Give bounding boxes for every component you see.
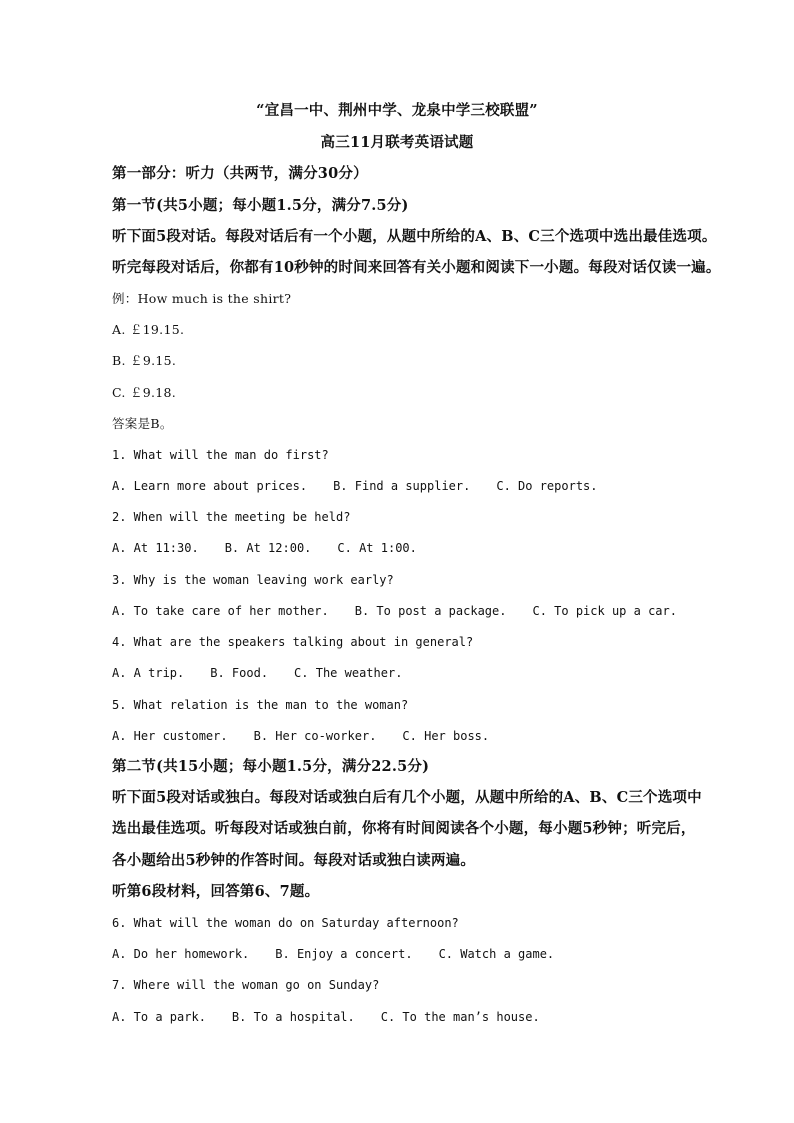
- section2-instruction-line-2: 选出最佳选项。听每段对话或独白前，你将有时间阅读各个小题，每小题5秒钟；听完后，: [112, 820, 696, 837]
- example-option-a: A. ￡19.15.: [112, 322, 185, 337]
- section1-heading: 第一节(共5小题；每小题1.5分，满分7.5分): [112, 197, 409, 214]
- question-1-options: [112, 476, 598, 496]
- section1-instruction-line-2: 听完每段对话后，你都有10秒钟的时间来回答有关小题和阅读下一小题。每段对话仅读一遍。: [112, 259, 721, 276]
- option-c: C. Watch a game.: [438, 947, 555, 961]
- section2-instruction-line-3: 各小题给出5秒钟的作答时间。每段对话或独白读两遍。: [112, 852, 476, 869]
- material-6-heading: 听第6段材料，回答第6、7题。: [112, 883, 320, 900]
- option-a: A. To take care of her mother.: [112, 604, 329, 618]
- option-b: B. Her co-worker.: [253, 729, 377, 743]
- option-a: A. Learn more about prices.: [112, 479, 308, 493]
- question-2: 2. When will the meeting be held?: [112, 510, 351, 524]
- option-c: C. To the man’s house.: [380, 1010, 540, 1024]
- option-b: B. At 12:00.: [224, 541, 312, 555]
- question-3: 3. Why is the woman leaving work early?: [112, 573, 394, 587]
- question-6-options: [112, 944, 554, 964]
- example-question: 例：How much is the shirt?: [112, 291, 292, 306]
- question-4: 4. What are the speakers talking about in general?: [112, 635, 474, 649]
- option-c: C. To pick up a car.: [532, 604, 677, 618]
- option-b: B. Food.: [210, 666, 269, 680]
- question-7-options: [112, 1007, 540, 1027]
- question-2-options: [112, 538, 417, 558]
- option-a: A. At 11:30.: [112, 541, 199, 555]
- option-b: B. To a hospital.: [231, 1010, 355, 1024]
- section2-heading: 第二节(共15小题；每小题1.5分，满分22.5分): [112, 758, 430, 775]
- question-4-options: [112, 663, 402, 683]
- section1-instruction-line-1: 听下面5段对话。每段对话后有一个小题，从题中所给的A、B、C三个选项中选出最佳选项。: [112, 228, 717, 245]
- example-answer: 答案是B。: [112, 416, 173, 431]
- option-a: A. A trip.: [112, 666, 185, 680]
- question-3-options: [112, 601, 677, 621]
- question-6: 6. What will the woman do on Saturday afternoon?: [112, 916, 459, 930]
- option-b: B. Find a supplier.: [333, 479, 471, 493]
- option-c: C. Do reports.: [496, 479, 598, 493]
- option-a: A. Do her homework.: [112, 947, 250, 961]
- exam-subtitle: 高三11月联考英语试题: [320, 134, 474, 151]
- question-5-options: [112, 726, 489, 746]
- exam-title: “宜昌一中、荆州中学、龙泉中学三校联盟”: [256, 102, 538, 119]
- example-option-c: C. ￡9.18.: [112, 385, 177, 400]
- option-c: C. At 1:00.: [337, 541, 417, 555]
- option-b: B. To post a package.: [354, 604, 507, 618]
- section2-instruction-line-1: 听下面5段对话或独白。每段对话或独白后有几个小题，从题中所给的A、B、C三个选项中: [112, 789, 702, 806]
- option-a: A. Her customer.: [112, 729, 228, 743]
- question-1: 1. What will the man do first?: [112, 448, 329, 462]
- option-a: A. To a park.: [112, 1010, 206, 1024]
- option-b: B. Enjoy a concert.: [275, 947, 413, 961]
- option-c: C. Her boss.: [402, 729, 490, 743]
- part1-heading: 第一部分：听力（共两节，满分30分）: [112, 165, 368, 182]
- option-c: C. The weather.: [294, 666, 403, 680]
- example-option-b: B. ￡9.15.: [112, 353, 177, 368]
- question-7: 7. Where will the woman go on Sunday?: [112, 978, 380, 992]
- question-5: 5. What relation is the man to the woman?: [112, 698, 409, 712]
